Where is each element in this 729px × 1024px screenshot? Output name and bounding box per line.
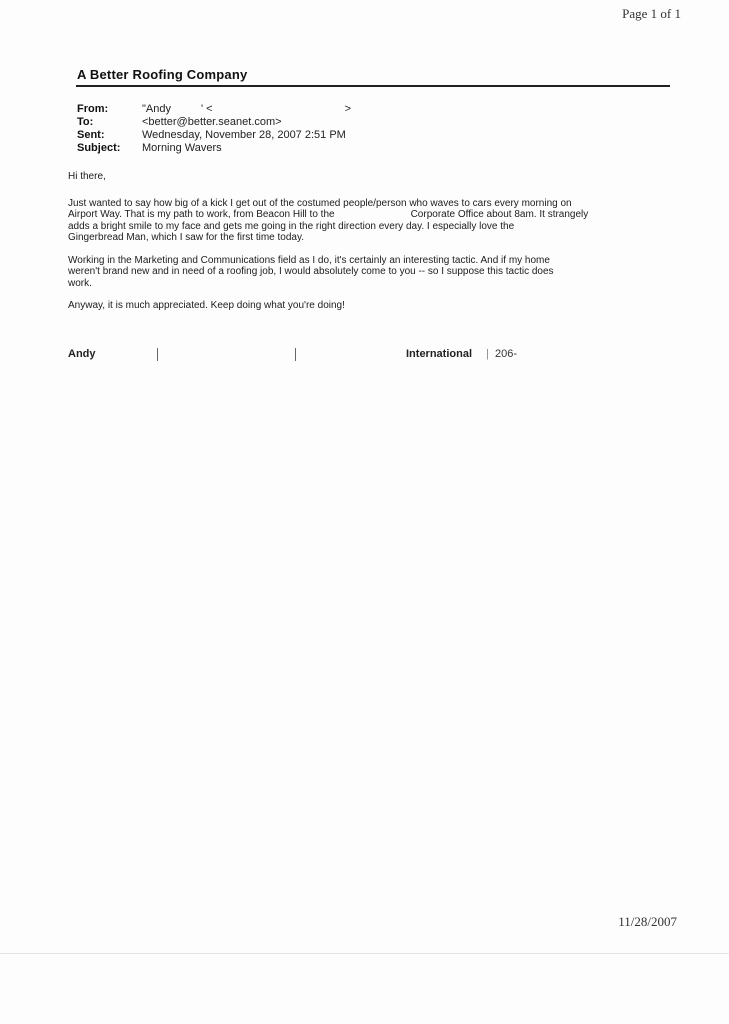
subject-value: Morning Wavers	[142, 142, 222, 154]
closing-line: Anyway, it is much appreciated. Keep doing what you're doing!	[68, 300, 345, 311]
body-line: work.	[68, 277, 92, 289]
signature-org: International	[406, 348, 473, 360]
to-row	[77, 116, 351, 129]
sent-row	[77, 129, 351, 142]
sent-label: Sent:	[77, 129, 105, 141]
subject-row	[77, 142, 351, 155]
from-label: From:	[77, 103, 109, 115]
page-number: Page 1 of 1	[622, 6, 681, 21]
signature-separator: |	[486, 348, 489, 360]
signature-divider	[157, 348, 158, 361]
from-row	[77, 103, 351, 116]
body-line: weren't brand new and in need of a roofing job, I would absolutely come to you -- so I suppose this tactic does	[68, 266, 554, 277]
signature	[68, 348, 628, 362]
email-headers	[77, 103, 351, 155]
to-value: <better@better.seanet.com>	[142, 116, 282, 128]
from-value: "Andy ' < >	[142, 103, 352, 115]
email-body	[68, 171, 680, 312]
body-line: Airport Way. That is my path to work, from Beacon Hill to the Corporate Office about 8am. It strangely	[68, 209, 589, 220]
to-label: To:	[77, 116, 94, 128]
body-line: Gingerbread Man, which I saw for the first time today.	[68, 232, 305, 243]
greeting: Hi there,	[68, 171, 106, 182]
company-name: A Better Roofing Company	[77, 67, 248, 82]
body-line: adds a bright smile to my face and gets me going in the right direction every day. I especially love the	[68, 220, 515, 232]
body-line: Working in the Marketing and Communications field as I do, it's certainly an interesting tactic. And if my home	[68, 254, 550, 266]
sent-value: Wednesday, November 28, 2007 2:51 PM	[142, 129, 346, 141]
scan-edge-line	[0, 953, 729, 954]
footer-date: 11/28/2007	[618, 914, 677, 929]
signature-phone: 206-	[495, 348, 518, 360]
signature-divider	[295, 348, 296, 361]
signature-name: Andy	[68, 348, 96, 360]
body-line: Just wanted to say how big of a kick I get out of the costumed people/person who waves to cars every morning on	[68, 197, 572, 209]
company-underline	[76, 85, 670, 87]
subject-label: Subject:	[77, 142, 121, 154]
